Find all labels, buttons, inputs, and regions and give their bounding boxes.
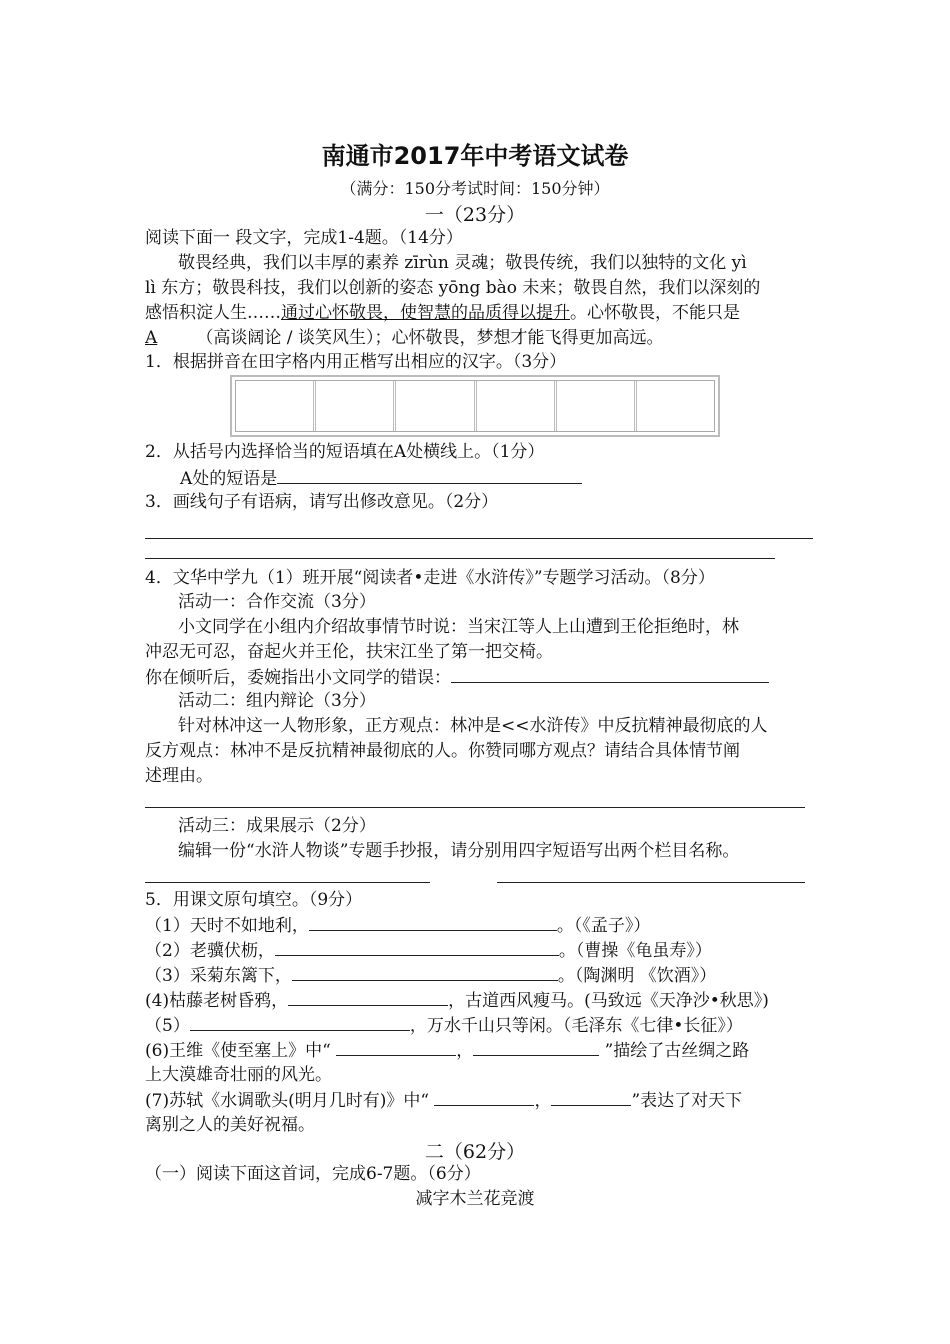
- activity-1-line-3: [145, 665, 769, 690]
- fill-blank[interactable]: [434, 1088, 534, 1106]
- activity-2-line-3: 述理由。: [145, 766, 213, 786]
- fill-source: 。（《孟子》）: [556, 916, 651, 936]
- answer-line[interactable]: [497, 882, 805, 883]
- answer-line[interactable]: [145, 538, 813, 539]
- fill-item-6: [145, 1038, 749, 1063]
- fill-source: 。（曹操《龟虽寿》）: [558, 941, 712, 961]
- grid-cell[interactable]: [393, 381, 473, 431]
- fill-item-1: [145, 913, 650, 938]
- page-subtitle: （满分：150分考试时间：150分钟）: [340, 179, 610, 198]
- fill-item-6-cont: 上大漠雄奇壮丽的风光。: [145, 1065, 332, 1085]
- poem-title: 减字木兰花竞渡: [415, 1189, 535, 1209]
- passage-line-4: [145, 326, 663, 350]
- activity-1-line-1: 小文同学在小组内介绍故事情节时说：当宋江等人上山遭到王伦拒绝时，林: [178, 617, 739, 637]
- answer-blank[interactable]: [451, 665, 769, 683]
- tianzige-grid[interactable]: [230, 375, 720, 437]
- fill-blank[interactable]: [190, 1013, 410, 1031]
- passage-line-3-end: 。心怀敬畏，不能只是: [570, 303, 740, 323]
- activity-2-line-2: 反方观点：林冲不是反抗精神最彻底的人。你赞同哪方观点？请结合具体情节阐: [145, 741, 740, 761]
- activity-3-line-1: 编辑一份“水浒人物谈”专题手抄报，请分别用四字短语写出两个栏目名称。: [178, 841, 740, 861]
- question-2-answer: [180, 466, 582, 491]
- fill-prompt: （5）: [145, 1016, 190, 1036]
- underlined-sentence: 通过心怀敬畏，使智慧的品质得以提升: [281, 303, 570, 323]
- fill-prompt: (6)王维《使至塞上》中“: [145, 1041, 337, 1061]
- activity-1-line-2: 冲忍无可忍，奋起火并王伦，扶宋江坐了第一把交椅。: [145, 642, 553, 662]
- fill-source: ”表达了对天下: [631, 1091, 743, 1111]
- answer-line[interactable]: [145, 807, 805, 808]
- fill-blank[interactable]: [309, 913, 557, 931]
- fill-blank[interactable]: [292, 963, 558, 981]
- question-2: 2．从括号内选择恰当的短语填在A处横线上。（1分）: [145, 442, 545, 462]
- fill-item-7: [145, 1088, 742, 1113]
- answer-line[interactable]: [145, 882, 430, 883]
- page-title: 南通市2017年中考语文试卷: [321, 142, 629, 170]
- passage-line-2: lì 东方；敬畏科技，我们以创新的姿态 yōng bào 未来；敬畏自然，我们以深刻的: [145, 278, 761, 298]
- fill-item-4: [145, 988, 769, 1013]
- fill-item-5: [145, 1013, 743, 1038]
- fill-prompt: (4)枯藤老树昏鸦，: [145, 991, 289, 1011]
- fill-blank[interactable]: [473, 1038, 599, 1056]
- grid-cell[interactable]: [474, 381, 554, 431]
- fill-prompt: (7)苏轼《水调歌头(明月几时有)》中“: [145, 1091, 435, 1111]
- passage-line-3: [145, 301, 740, 325]
- fill-item-7-cont: 离别之人的美好祝福。: [145, 1115, 315, 1135]
- fill-separator: ，: [534, 1091, 552, 1111]
- fill-source: 。（陶渊明 《饮酒》）: [557, 966, 717, 986]
- activity-2-title: 活动二：组内辩论（3分）: [178, 691, 376, 711]
- activity-1-prompt: 你在倾听后，委婉指出小文同学的错误：: [145, 668, 451, 688]
- question-4: 4．文华中学九（1）班开展“阅读者•走进《水浒传》”专题学习活动。（8分）: [145, 568, 715, 588]
- fill-source: ”描绘了古丝绸之路: [599, 1041, 750, 1061]
- fill-blank[interactable]: [551, 1088, 631, 1106]
- grid-cell[interactable]: [236, 381, 313, 431]
- question-5: 5．用课文原句填空。（9分）: [145, 890, 363, 910]
- section-1-header: 一（23分）: [424, 204, 526, 226]
- question-1: 1．根据拼音在田字格内用正楷写出相应的汉字。（3分）: [145, 352, 567, 372]
- activity-2-line-1: 针对林冲这一人物形象，正方观点：林冲是<<水浒传》中反抗精神最彻底的人: [178, 716, 768, 736]
- fill-blank[interactable]: [336, 1038, 456, 1056]
- grid-cell[interactable]: [313, 381, 393, 431]
- fill-prompt: （2）老骥伏枥，: [145, 941, 275, 961]
- passage-line-4-text: （高谈阔论 / 谈笑风生）；心怀敬畏，梦想才能飞得更加高远。: [191, 328, 664, 348]
- fill-prompt: （1）天时不如地利，: [145, 916, 309, 936]
- blank-a-marker: A: [145, 328, 158, 348]
- fill-source: ，古道西风瘦马。(马致远《天净沙•秋思》): [448, 991, 769, 1011]
- activity-3-title: 活动三：成果展示（2分）: [178, 816, 376, 836]
- section-2-intro: （一）阅读下面这首词，完成6-7题。（6分）: [145, 1164, 481, 1184]
- passage-line-3-start: 感悟积淀人生……: [145, 303, 281, 323]
- fill-source: ，万水千山只等闲。（毛泽东《七律•长征》）: [409, 1016, 743, 1036]
- answer-blank[interactable]: [277, 466, 582, 484]
- section-1-intro: 阅读下面一 段文字，完成1-4题。（14分）: [145, 228, 463, 248]
- fill-item-2: [145, 938, 712, 963]
- fill-prompt: （3）采菊东篱下，: [145, 966, 292, 986]
- answer-line[interactable]: [145, 558, 775, 559]
- grid-cell[interactable]: [634, 381, 714, 431]
- grid-cell[interactable]: [554, 381, 634, 431]
- section-2-header: 二（62分）: [424, 1141, 526, 1163]
- fill-blank[interactable]: [288, 988, 448, 1006]
- answer-label: A处的短语是: [180, 469, 278, 489]
- question-3: 3．画线句子有语病，请写出修改意见。（2分）: [145, 492, 499, 512]
- fill-blank[interactable]: [275, 938, 559, 956]
- passage-line-1: 敬畏经典，我们以丰厚的素养 zīrùn 灵魂；敬畏传统，我们以独特的文化 yì: [178, 253, 747, 273]
- activity-1-title: 活动一：合作交流（3分）: [178, 592, 376, 612]
- fill-item-3: [145, 963, 716, 988]
- fill-separator: ，: [456, 1041, 474, 1061]
